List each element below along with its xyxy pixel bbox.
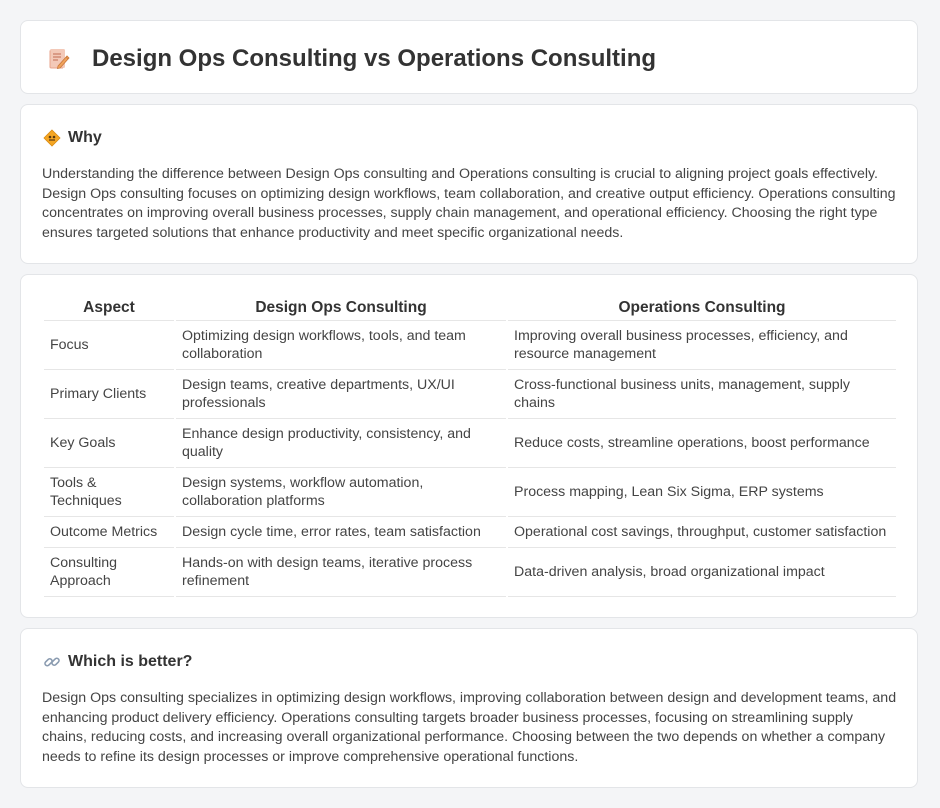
row-operations: Cross-functional business units, management, supply chains (508, 369, 896, 418)
row-operations: Operational cost savings, throughput, customer satisfaction (508, 516, 896, 547)
row-aspect: Outcome Metrics (44, 516, 174, 547)
why-heading-row (43, 127, 102, 149)
table-row (44, 547, 896, 597)
document-pencil-icon (47, 47, 71, 71)
table-row (44, 418, 896, 467)
row-design-ops: Optimizing design workflows, tools, and team collaboration (176, 320, 506, 369)
row-aspect: Key Goals (44, 418, 174, 467)
row-operations: Improving overall business processes, efficiency, and resource management (508, 320, 896, 369)
header-aspect: Aspect (83, 299, 135, 316)
why-section (20, 104, 918, 264)
table-row (44, 320, 896, 369)
row-aspect: Consulting Approach (44, 547, 174, 597)
which-heading-row (43, 651, 192, 673)
which-heading: Which is better? (68, 653, 193, 670)
row-design-ops: Enhance design productivity, consistency, and quality (176, 418, 506, 467)
table-header-row (44, 296, 896, 320)
row-aspect: Tools & Techniques (44, 467, 174, 516)
table-row (44, 516, 896, 547)
which-section (20, 628, 918, 788)
row-design-ops: Design cycle time, error rates, team satisfaction (176, 516, 506, 547)
row-aspect: Focus (44, 320, 174, 369)
header-design-ops: Design Ops Consulting (255, 299, 427, 316)
why-text: Understanding the difference between Design Ops consulting and Operations consulting is crucial to aligning project goals effectively. Design Ops consulting focuses on optimizing design workflows, team collaboration, and creative output efficiency. Operations consulting concentrates on improving overall business processes, supply chain management, and operational efficiency. Choosing the right type ensures targeted solutions that enhance productivity and meet specific organizational needs. (42, 166, 896, 241)
warning-sign-icon (43, 129, 61, 147)
row-design-ops: Design teams, creative departments, UX/UI professionals (176, 369, 506, 418)
comparison-table (42, 296, 898, 597)
row-design-ops: Design systems, workflow automation, collaboration platforms (176, 467, 506, 516)
row-operations: Reduce costs, streamline operations, boost performance (508, 418, 896, 467)
row-operations: Data-driven analysis, broad organizational impact (508, 547, 896, 597)
link-icon (43, 653, 61, 671)
row-design-ops: Hands-on with design teams, iterative process refinement (176, 547, 506, 597)
row-aspect: Primary Clients (44, 369, 174, 418)
row-operations: Process mapping, Lean Six Sigma, ERP systems (508, 467, 896, 516)
why-heading: Why (68, 129, 102, 146)
table-row (44, 467, 896, 516)
which-text: Design Ops consulting specializes in optimizing design workflows, improving collaboration between design and development teams, and enhancing product delivery efficiency. Operations consulting targets broader business processes, focusing on streamlining supply chains, reducing costs, and increasing overall organizational performance. Choosing between the two depends on whether a company needs to refine its design processes or improve comprehensive operational functions. (42, 690, 897, 765)
comparison-card (20, 274, 918, 618)
header-operations: Operations Consulting (618, 299, 786, 316)
page-title: Design Ops Consulting vs Operations Consulting (92, 45, 657, 72)
title-card (20, 20, 918, 94)
table-row (44, 369, 896, 418)
